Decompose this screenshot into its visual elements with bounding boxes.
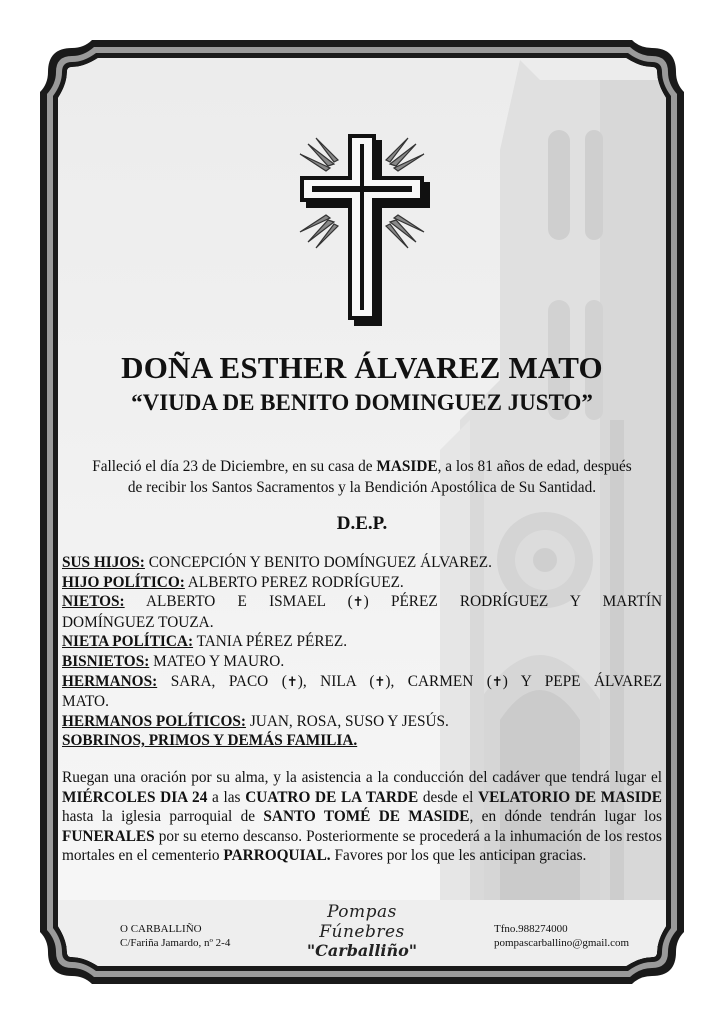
- footer-contact: [494, 922, 629, 950]
- dep-heading: D.E.P.: [336, 513, 388, 534]
- hijo-politico-names: ALBERTO PEREZ RODRÍGUEZ.: [184, 573, 404, 591]
- hijos-names: CONCEPCIÓN Y BENITO DOMÍNGUEZ ÁLVAREZ.: [144, 554, 492, 571]
- closing-text-1: Ruegan una oración por su alma, y la asistencia a la conducción del cadáver que tendrá lugar el: [62, 769, 662, 786]
- footer-email: pompascarballino@gmail.com: [494, 937, 630, 949]
- family-row-hermanos-cont: MATO.: [62, 693, 109, 711]
- nietos-names-b: ) PÉREZ RODRÍGUEZ Y MARTÍN: [363, 593, 662, 611]
- hijos-label: SUS HIJOS:: [62, 554, 145, 571]
- footer-city: O CARBALLIÑO: [120, 923, 202, 935]
- cross-icon: [286, 130, 438, 330]
- closing-text-6: por su eterno descanso. Posteriormente se procederá a la inhumación de los restos mortales en el cementerio: [62, 827, 662, 865]
- death-text-1: Falleció el día 23 de Diciembre, en su casa de: [92, 458, 377, 475]
- deceased-cross-icon: ✝: [374, 674, 386, 690]
- deceased-cross-icon: ✝: [286, 674, 298, 690]
- logo-line-2: "Carballiño": [306, 941, 418, 960]
- hermanos-names-b: ), NILA (: [297, 672, 375, 690]
- funeral-time: CUATRO DE LA TARDE: [245, 788, 419, 806]
- family-row-hermanos: [62, 672, 662, 693]
- nieta-politica-names: TANIA PÉREZ PÉREZ.: [193, 633, 348, 651]
- family-row-nieta-politica: [62, 632, 662, 652]
- closing-text-4: hasta la iglesia parroquial de: [62, 808, 264, 826]
- cemetery-name: PARROQUIAL.: [223, 847, 331, 865]
- bisnietos-label: BISNIETOS:: [62, 652, 150, 670]
- footer-street: C/Fariña Jamardo, nº 2-4: [120, 937, 231, 949]
- closing-text-2: a las: [207, 788, 246, 806]
- death-notice-line-1: [56, 456, 668, 477]
- family-row-nietos-cont: DOMÍNGUEZ TOUZA.: [62, 613, 214, 631]
- deceased-cross-icon: ✝: [352, 595, 364, 611]
- closing-text-7: Favores por los que les anticipan gracias.: [330, 847, 587, 865]
- deceased-name: DOÑA ESTHER ÁLVAREZ MATO: [121, 350, 603, 385]
- nieta-politica-label: NIETA POLÍTICA:: [62, 633, 194, 651]
- hermanos-label: HERMANOS:: [62, 672, 158, 690]
- death-text-2: , a los 81 años de edad, después: [437, 458, 632, 475]
- hermanos-names-c: ), CARMEN (: [385, 672, 492, 690]
- death-notice: [56, 456, 668, 498]
- funeral-day: MIÉRCOLES DIA 24: [62, 788, 208, 806]
- family-row-hermanos-politicos: [62, 712, 662, 732]
- death-notice-line-2: de recibir los Santos Sacramentos y la Bendición Apostólica de Su Santidad.: [127, 479, 597, 496]
- funerales-word: FUNERALES: [62, 827, 155, 845]
- family-row-hijos: [62, 553, 662, 573]
- bisnietos-names: MATEO Y MAURO.: [149, 652, 285, 670]
- closing-text-3: desde el: [418, 788, 479, 806]
- family-row-hijo-politico: [62, 573, 662, 593]
- closing-paragraph: [62, 768, 662, 866]
- nietos-label: NIETOS:: [62, 593, 125, 611]
- footer-phone: Tfno.988274000: [494, 923, 568, 935]
- family-row-bisnietos: [62, 652, 662, 672]
- family-row-nietos: [62, 592, 662, 613]
- notice-content: [56, 80, 668, 960]
- closing-text-5: , en dónde tendrán lugar los: [469, 808, 662, 826]
- funeral-home-logo: [282, 902, 442, 960]
- hermanos-names-a: SARA, PACO (: [157, 672, 287, 690]
- logo-line-1: Pompas Fúnebres: [319, 902, 405, 942]
- hijo-politico-label: HIJO POLÍTICO:: [62, 573, 185, 591]
- hermanos-politicos-names: JUAN, ROSA, SUSO Y JESÚS.: [246, 712, 449, 730]
- footer-address: [120, 922, 230, 950]
- widow-of-line: “VIUDA DE BENITO DOMINGUEZ JUSTO”: [131, 390, 593, 415]
- nietos-names-a: ALBERTO E ISMAEL (: [124, 593, 353, 611]
- funeral-church: SANTO TOMÉ DE MASIDE: [263, 808, 470, 826]
- family-row-others: SOBRINOS, PRIMOS Y DEMÁS FAMILIA.: [62, 732, 358, 750]
- deceased-cross-icon: ✝: [491, 674, 503, 690]
- hermanos-politicos-label: HERMANOS POLÍTICOS:: [62, 712, 247, 730]
- death-place: MASIDE: [376, 458, 438, 475]
- funeral-origin: VELATORIO DE MASIDE: [478, 788, 662, 806]
- hermanos-names-d: ) Y PEPE ÁLVAREZ: [502, 672, 662, 690]
- family-list: [62, 553, 662, 751]
